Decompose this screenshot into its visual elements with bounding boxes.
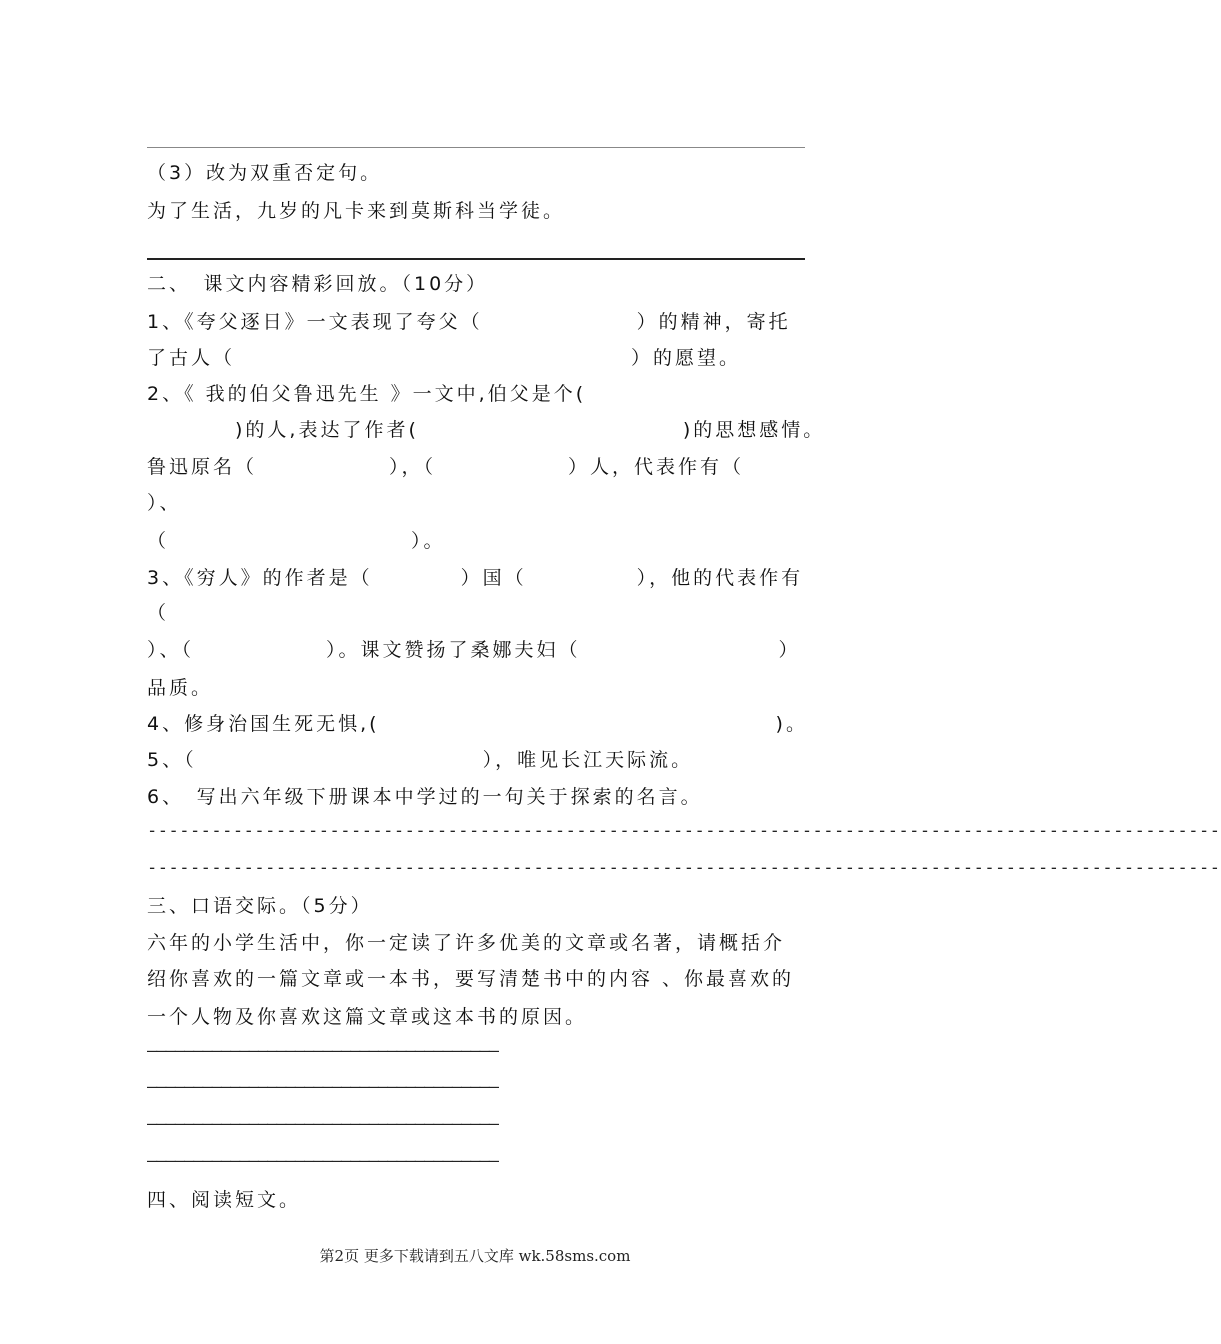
writing-line: —————————————————————————————————————— bbox=[147, 1151, 498, 1171]
question-3-label: （3）改为双重否定句。 bbox=[147, 162, 383, 184]
s2-item3-line1: 3、《穷人》的作者是（ ）国（ ），他的代表作有 bbox=[147, 567, 804, 589]
s2-item1-line1: 1、《夸父逐日》一文表现了夸父（ ）的精神，寄托 bbox=[147, 311, 791, 333]
s2-item5: 5、（ ），唯见长江天际流。 bbox=[147, 749, 694, 771]
s2-item2-line5: （ ）。 bbox=[147, 530, 446, 552]
section-4-title: 四、阅读短文。 bbox=[147, 1189, 302, 1211]
answer-dash-line: ---------------------------------------------------------------------------------------------------- bbox=[147, 821, 1221, 841]
section-2-title: 二、 课文内容精彩回放。（10分） bbox=[147, 273, 489, 295]
s2-item1-line2: 了古人（ ）的愿望。 bbox=[147, 347, 742, 369]
answer-dash-line: ---------------------------------------------------------------------------------------------------- bbox=[147, 858, 1221, 878]
page-footer: 第2页 更多下载请到五八文库 wk.58sms.com bbox=[319, 1247, 631, 1265]
s2-item2-line3: 鲁迅原名（ ），（ ）人，代表作有（ bbox=[147, 456, 745, 478]
answer-rule bbox=[147, 258, 805, 260]
s2-item3-line4: 品质。 bbox=[147, 677, 214, 699]
writing-line: —————————————————————————————————————— bbox=[147, 1077, 498, 1097]
section-3-paragraph-line1: 六年的小学生活中，你一定读了许多优美的文章或名著，请概括介 bbox=[147, 932, 786, 954]
s2-item2-line4: ）、 bbox=[147, 492, 182, 514]
section-3-title: 三、口语交际。（5分） bbox=[147, 895, 373, 917]
section-3-paragraph-line2: 绍你喜欢的一篇文章或一本书，要写清楚书中的内容 、你最喜欢的 bbox=[147, 968, 795, 990]
writing-line: —————————————————————————————————————— bbox=[147, 1114, 498, 1134]
s2-item3-line3: ）、（ ）。课文赞扬了桑娜夫妇（ ） bbox=[147, 639, 801, 661]
writing-line: —————————————————————————————————————— bbox=[147, 1041, 498, 1061]
s2-item4: 4、修身治国生死无惧,( )。 bbox=[147, 713, 808, 735]
question-3-sentence: 为了生活，九岁的凡卡来到莫斯科当学徒。 bbox=[147, 200, 566, 222]
s2-item2-line1: 2、《 我的伯父鲁迅先生 》一文中,伯父是个( bbox=[147, 383, 587, 405]
s2-item2-line2: )的人,表达了作者( )的思想感情。 bbox=[147, 419, 826, 441]
s2-item3-line2: （ bbox=[147, 602, 170, 624]
s2-item6: 6、 写出六年级下册课本中学过的一句关于探索的名言。 bbox=[147, 786, 703, 808]
top-rule bbox=[147, 147, 805, 148]
section-3-paragraph-line3: 一个人物及你喜欢这篇文章或这本书的原因。 bbox=[147, 1006, 588, 1028]
